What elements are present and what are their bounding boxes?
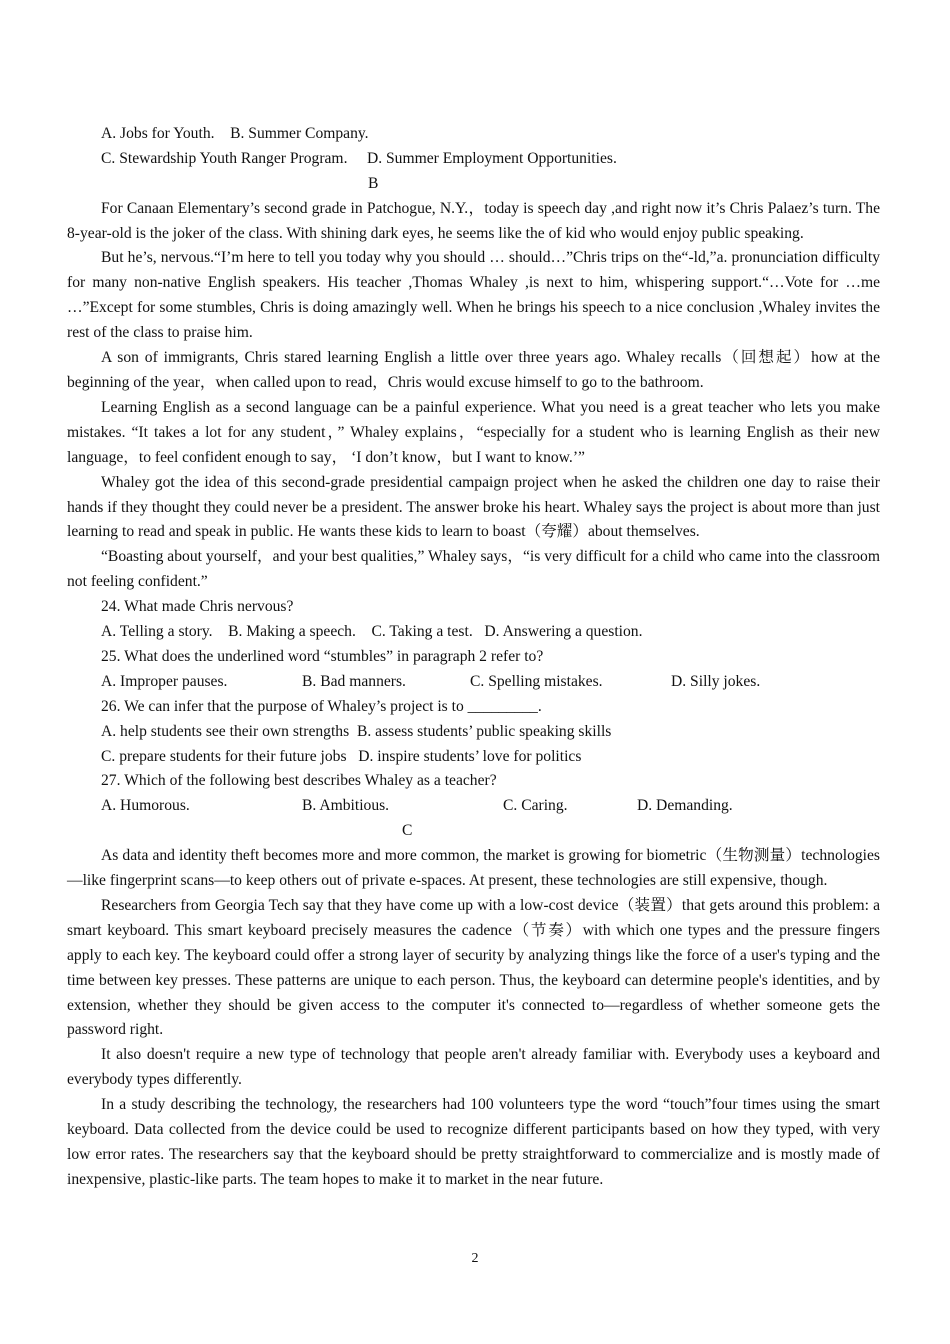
paragraph: A son of immigrants, Chris stared learning English a little over three years ago. Whaley recalls（回想起）how at the beginning of the year，when called upon to read，Chris would excuse himself to go to the bathroom.	[67, 349, 880, 392]
question-26-options-1: A. help students see their own strengths B. assess students’ public speaking skills	[101, 722, 612, 740]
paragraph: As data and identity theft becomes more and more common, the market is growing for biometric（生物测量）technologies—like fingerprint scans—to keep others out of private e-spaces. At present, these technologies are still expensive, though.	[67, 847, 880, 889]
option-d: D. Demanding.	[637, 797, 733, 815]
question-24-stem: 24. What made Chris nervous?	[101, 598, 294, 616]
paragraph: Learning English as a second language can be a painful experience. What you need is a great teacher who lets you make mistakes. “It takes a lot for any student，” Whaley explains，“especially for a student who is learning English as their new language，to feel confident enough to say， ‘I don’t know，but I want to know.’”	[67, 398, 880, 466]
paragraph: But he’s, nervous.“I’m here to tell you today why you should … should…”Chris trips on the“-ld,”a. pronunciation difficulty for many non-native English speakers. His teacher ,Thomas Whaley ,is next to him, whispering support.“…Vote for …me …”Except for some stumbles, Chris is doing amazingly well. When he brings his speech to a nice conclusion ,Whaley invites the rest of the class to praise him.	[67, 249, 880, 342]
paragraph: “Boasting about yourself，and your best qualities,” Whaley says，“is very difficult for a child who came into the classroom not feeling confident.”	[67, 548, 880, 591]
options-line-2: C. Stewardship Youth Ranger Program. D. Summer Employment Opportunities.	[101, 149, 617, 167]
section-b-heading: B	[368, 174, 379, 192]
question-26-stem: 26. We can infer that the purpose of Whaley’s project is to _________.	[101, 697, 542, 715]
question-27-options	[67, 794, 880, 819]
options-line-1: A. Jobs for Youth. B. Summer Company.	[101, 125, 369, 142]
question-27-stem: 27. Which of the following best describes Whaley as a teacher?	[101, 772, 497, 790]
option-c: C. Caring.	[503, 797, 568, 815]
question-26-options-2: C. prepare students for their future jobs D. inspire students’ love for politics	[101, 747, 582, 765]
paragraph: Researchers from Georgia Tech say that they have come up with a low-cost device（装置）that gets around this problem: a smart keyboard. This smart keyboard precisely measures the cadence（节奏）with which one types and the pressure fingers apply to each key. The keyboard could offer a strong layer of security by analyzing things like the force of a user's typing and the time between key presses. These patterns are unique to each person. Thus, the keyboard can determine people's identities, and by extension, whether they should be given access to the computer it's connected to—regardless of whether someone gets the password right.	[67, 896, 880, 1039]
page-number: 2	[471, 1251, 479, 1266]
option-b: B. Bad manners.	[302, 672, 406, 690]
option-a: A. Humorous.	[101, 797, 190, 815]
option-d: D. Silly jokes.	[671, 672, 761, 690]
question-25-options	[67, 670, 880, 695]
question-25-stem: 25. What does the underlined word “stumbles” in paragraph 2 refer to?	[101, 647, 544, 665]
option-c: C. Spelling mistakes.	[470, 672, 603, 690]
paragraph: It also doesn't require a new type of technology that people aren't already familiar with. Everybody uses a keyboard and everybody types differently.	[67, 1046, 880, 1089]
paragraph: Whaley got the idea of this second-grade presidential campaign project when he asked the children one day to raise their hands if they thought they could never be a president. The answer broke his heart. Whaley says the project is about more than just learning to read and speak in public. He wants these kids to learn to boast（夸耀）about themselves.	[67, 473, 880, 541]
section-c-heading: C	[402, 822, 413, 840]
page-content	[67, 122, 880, 1193]
option-b: B. Ambitious.	[302, 797, 390, 815]
paragraph: In a study describing the technology, the researchers had 100 volunteers type the word “touch”four times using the smart keyboard. Data collected from the device could be used to recognize different participants based on how they typed, with very low error rates. The researchers say that the keyboard should be pretty straightforward to commercialize and is mostly made of inexpensive, plastic-like parts. The team hopes to make it to market in the near future.	[67, 1096, 880, 1188]
option-a: A. Improper pauses.	[101, 672, 228, 690]
question-24-options: A. Telling a story. B. Making a speech. C. Taking a test. D. Answering a question.	[101, 623, 643, 641]
paragraph: For Canaan Elementary’s second grade in Patchogue, N.Y.，today is speech day ,and right now it’s Chris Palaez’s turn. The 8-year-old is the joker of the class. With shining dark eyes, he seems like the of kid who would enjoy public speaking.	[67, 199, 880, 242]
